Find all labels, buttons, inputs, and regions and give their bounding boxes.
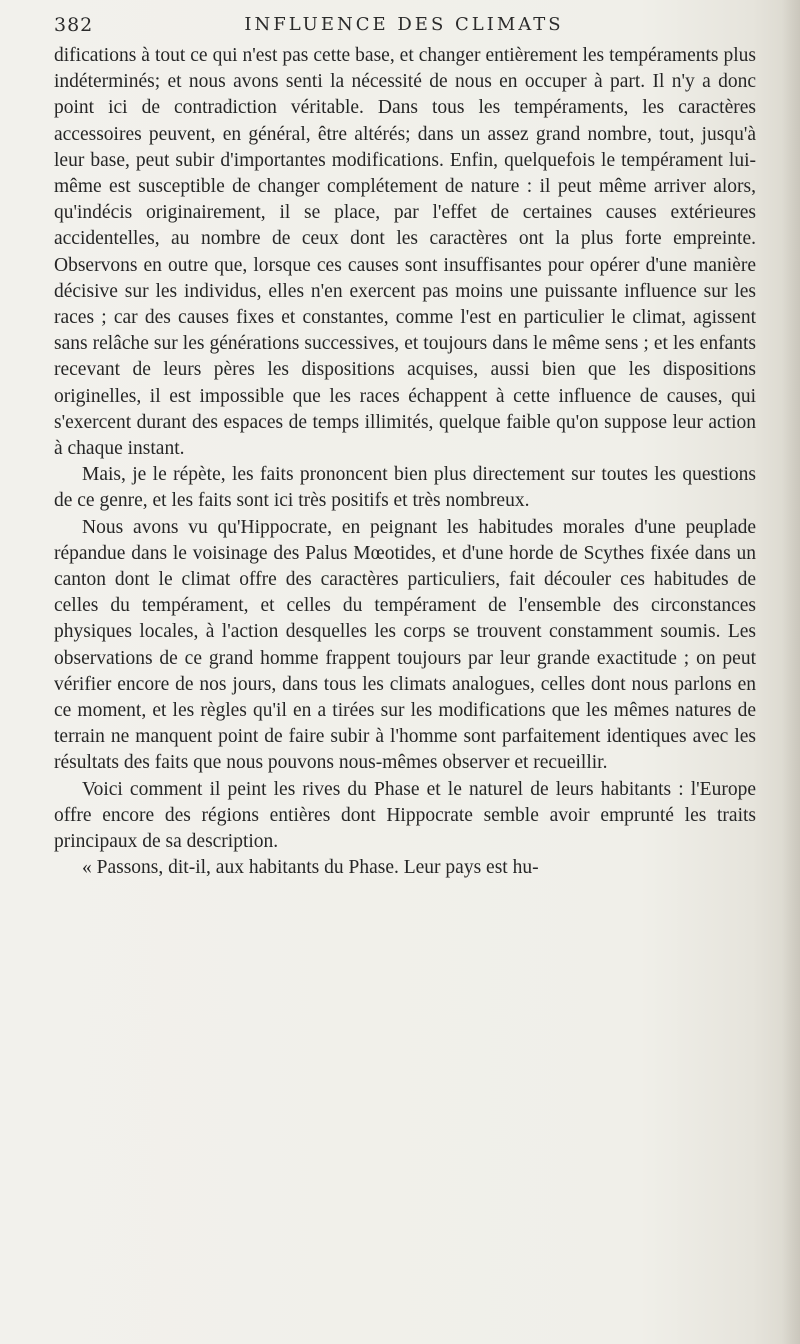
paragraph-2: Mais, je le répète, les faits prononcent bien plus directement sur toutes les questions de ce genre, et les faits sont ici très positifs et très nombreux. [54, 464, 756, 512]
paragraph-5: « Passons, dit-il, aux habitants du Phase. Leur pays est hu- [82, 857, 539, 879]
page-edge-shadow [782, 0, 800, 1344]
page-number: 382 [54, 14, 94, 36]
running-header [54, 14, 754, 40]
body-text [54, 43, 756, 882]
paragraph-4: Voici comment il peint les rives du Phase et le naturel de leurs habitants : l'Europe offre encore des régions entières dont Hippocrate semble avoir emprunté les traits principaux de sa description. [54, 778, 756, 853]
running-title: INFLUENCE DES CLIMATS [244, 14, 564, 35]
paragraph-1: difications à tout ce qui n'est pas cette base, et changer entièrement les tempéraments plus indéterminés; et nous avons senti la nécessité de nous en occuper à part. Il n'y a donc point ici de contradiction véritable. Dans tous les tempéraments, les caractères accessoires peuvent, en général, être altérés; dans un assez grand nombre, tout, jusqu'à leur base, peut subir d'importantes modifications. Enfin, quelquefois le tempérament lui-même est susceptible de changer complétement de nature : il peut même arriver alors, qu'indécis originairement, il se place, par l'effet de certaines causes extérieures accidentelles, au nombre de ceux dont les caractères ont la plus forte empreinte. Observons en outre que, lorsque ces causes sont insuffisantes pour opérer d'une manière décisive sur les individus, elles n'en exercent pas moins une puissante influence sur les races ; car des causes fixes et constantes, comme l'est en particulier le climat, agissent sans relâche sur les générations successives, et toujours dans le même sens ; et les enfants recevant de leurs pères les dispositions acquises, aussi bien que les dispositions originelles, il est impossible que les races échappent à cette influence de causes, qui s'exercent durant des espaces de temps illimités, quelque faible qu'on suppose leur action à chaque instant. [54, 45, 756, 460]
paragraph-3: Nous avons vu qu'Hippocrate, en peignant les habitudes morales d'une peuplade répandue dans le voisinage des Palus Mœotides, et d'une horde de Scythes fixée dans un canton dont le climat offre des caractères particuliers, fait découler ces habitudes de celles du tempérament, et celles du tempérament de l'ensemble des circonstances physiques locales, à l'action desquelles les corps se trouvent constamment soumis. Les observations de ce grand homme frappent toujours par leur grande exactitude ; on peut vérifier encore de nos jours, dans tous les climats analogues, celles dont nous parlons en ce moment, et les règles qu'il en a tirées sur les modifications que les mêmes natures de terrain ne manquent point de faire subir à l'homme sont parfaitement identiques avec les résultats des faits que nous pouvons nous-mêmes observer et recueillir. [54, 516, 756, 774]
